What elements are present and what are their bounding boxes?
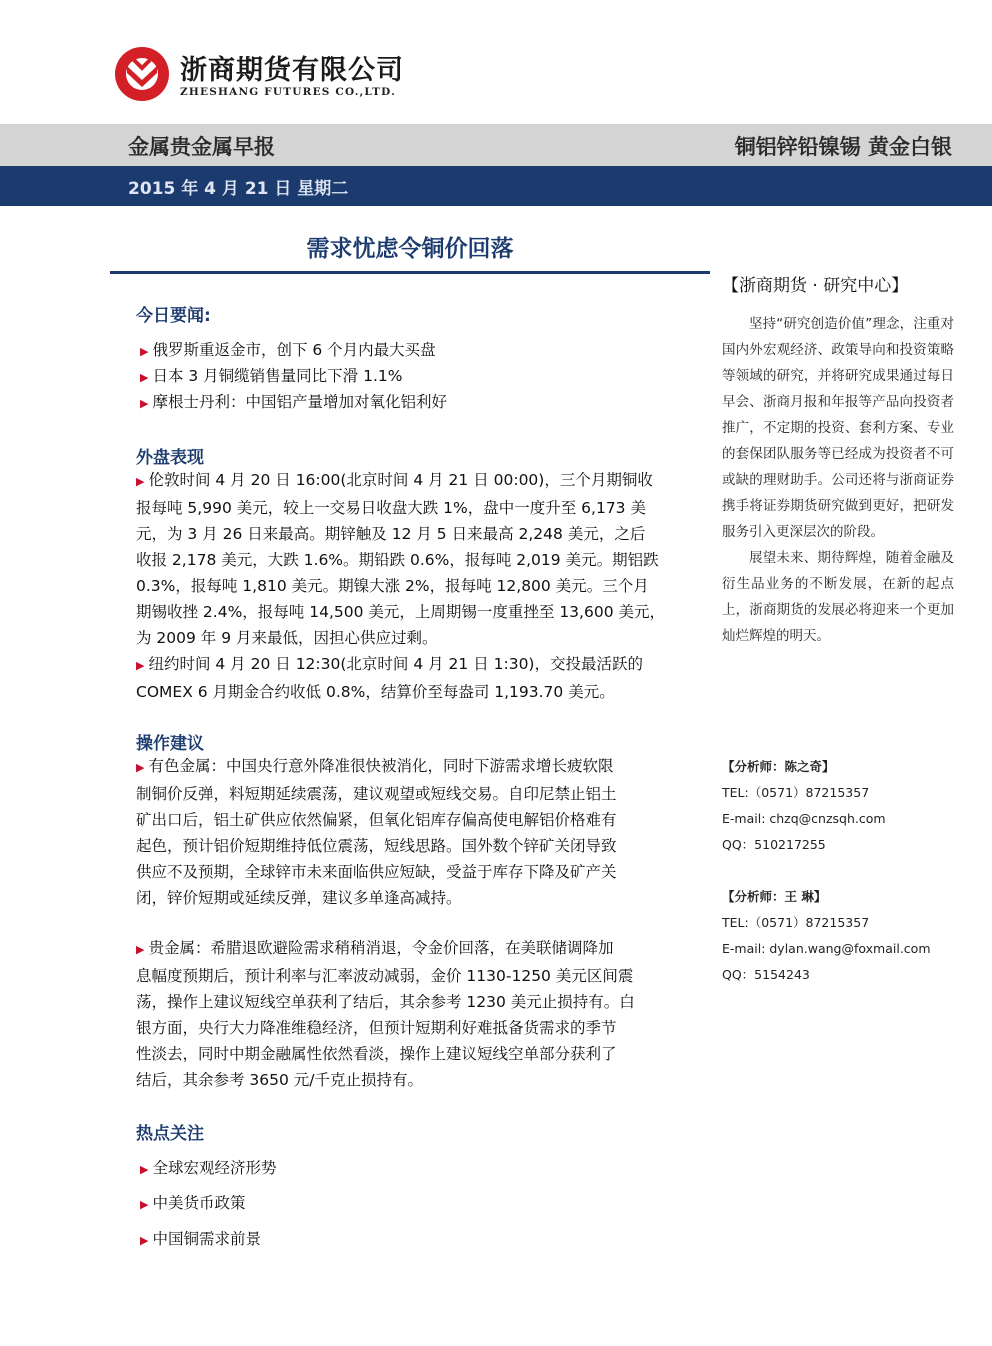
arrow-bullet-icon: ▶: [140, 345, 149, 358]
text-line: 0.3%，报每吨 1,810 美元。期镍大涨 2%，报每吨 12,800 美元。三个月: [136, 577, 649, 595]
headline: 需求忧虑令铜价回落: [306, 236, 514, 262]
advice-paragraph-precious-metals: [136, 935, 684, 1093]
headline-divider: [110, 271, 710, 274]
section-title-overseas: 外盘表现: [136, 448, 204, 468]
text-line: 矿出口后，铝土矿供应依然偏紧，但氧化铝库存偏高使电解铝价格难有: [136, 811, 617, 829]
metals-covered: 铜铝锌铅镍锡 黄金白银: [734, 135, 952, 159]
text-line: 期锡收挫 2.4%，报每吨 14,500 美元，上周期锡一度重挫至 13,600 美元，: [136, 603, 665, 621]
section-title-news: 今日要闻:: [136, 306, 211, 326]
hot-item: ▶ 全球宏观经济形势: [140, 1159, 277, 1177]
arrow-bullet-icon: ▶: [140, 1234, 149, 1247]
arrow-bullet-icon: ▶: [140, 371, 149, 384]
analyst-name: 【分析师：王 琳】: [722, 889, 827, 904]
company-name-en: ZHESHANG FUTURES CO.,LTD.: [180, 86, 396, 98]
zheshang-logo-icon: [114, 46, 170, 102]
hot-item: ▶ 中国铜需求前景: [140, 1230, 261, 1248]
text-line: 元，为 3 月 26 日来最高。期锌触及 12 月 5 日来最高 2,248 美元，之后: [136, 525, 646, 543]
analyst-qq: QQ：510217255: [722, 837, 826, 852]
section-title-advice: 操作建议: [136, 734, 204, 754]
advice-paragraph-base-metals: [136, 753, 684, 911]
report-type: 金属贵金属早报: [128, 135, 275, 159]
text-line: 性淡去，同时中期金融属性依然看淡，操作上建议短线空单部分获利了: [136, 1045, 617, 1063]
sidebar-paragraph: 坚持“研究创造价值”理念，注重对国内外宏观经济、政策导向和投资策略等领域的研究，并将研究成果通过每日早会、浙商月报和年报等产品向投资者推广，不定期的投资、套利方案、专业的套保团队服务等已经成为投资者不可或缺的理财助手。公司还将与浙商证券携手将证券期货研究做到更好，把研发服务引入更深层次的阶段。: [722, 316, 954, 540]
sidebar-paragraph: 展望未来、期待辉煌，随着金融及衍生品业务的不断发展，在新的起点上，浙商期货的发展必将迎来一个更加灿烂辉煌的明天。: [722, 550, 954, 644]
text-line: 荡，操作上建议短线空单获利了结后，其余参考 1230 美元止损持有。白: [136, 993, 635, 1011]
analyst-tel: TEL:（0571）87215357: [722, 785, 870, 800]
analyst-email: E-mail: chzq@cnzsqh.com: [722, 811, 886, 826]
news-item: ▶ 日本 3 月铜缆销售量同比下滑 1.1%: [140, 367, 403, 385]
text-line: 起色，预计铝价短期维持低位震荡，短线思路。国外数个锌矿关闭导致: [136, 837, 617, 855]
text-line: 为 2009 年 9 月来最低，因担心供应过剩。: [136, 629, 438, 647]
sidebar-intro: [722, 311, 954, 649]
text-line: 报每吨 5,990 美元，较上一交易日收盘大跌 1%，盘中一度升至 6,173 美: [136, 499, 646, 517]
arrow-bullet-icon: ▶: [140, 1163, 149, 1176]
analyst-email: E-mail: dylan.wang@foxmail.com: [722, 941, 931, 956]
arrow-bullet-icon: ▶: [140, 1198, 149, 1211]
arrow-bullet-icon: ▶: [136, 761, 145, 774]
sidebar-title: 【浙商期货 · 研究中心】: [722, 276, 909, 296]
text-line: ▶ 伦敦时间 4 月 20 日 16:00(北京时间 4 月 21 日 00:00)，三个月期铜收: [136, 471, 653, 489]
arrow-bullet-icon: ▶: [136, 943, 145, 956]
analyst-tel: TEL:（0571）87215357: [722, 915, 870, 930]
report-date: 2015 年 4 月 21 日 星期二: [128, 179, 349, 199]
hot-item: ▶ 中美货币政策: [140, 1194, 246, 1212]
text-line: ▶ 纽约时间 4 月 20 日 12:30(北京时间 4 月 21 日 1:30)，交投最活跃的: [136, 655, 643, 673]
text-line: ▶ 贵金属：希腊退欧避险需求稍稍消退，令金价回落，在美联储调降加: [136, 939, 614, 957]
text-line: ▶ 有色金属：中国央行意外降准很快被消化，同时下游需求增长疲软限: [136, 757, 614, 775]
report-type-band: [0, 124, 992, 166]
arrow-bullet-icon: ▶: [136, 659, 145, 672]
text-line: 闭，锌价短期或延续反弹，建议多单逢高减持。: [136, 889, 462, 907]
company-name-cn: 浙商期货有限公司: [180, 55, 404, 86]
text-line: COMEX 6 月期金合约收低 0.8%，结算价至每盎司 1,193.70 美元。: [136, 683, 615, 701]
date-band: [0, 166, 992, 206]
text-line: 收报 2,178 美元，大跌 1.6%。期铅跌 0.6%，报每吨 2,019 美元。期铝跌: [136, 551, 659, 569]
section-title-hot: 热点关注: [136, 1124, 204, 1144]
analyst-card: [722, 754, 954, 858]
analyst-card: [722, 884, 954, 988]
arrow-bullet-icon: ▶: [136, 475, 145, 488]
text-line: 制铜价反弹，料短期延续震荡，建议观望或短线交易。自印尼禁止铝土: [136, 785, 617, 803]
overseas-paragraph-lme: [136, 467, 684, 705]
text-line: 结后，其余参考 3650 元/千克止损持有。: [136, 1071, 424, 1089]
news-item: ▶ 俄罗斯重返金市，创下 6 个月内最大买盘: [140, 341, 436, 359]
text-line: 银方面，央行大力降准维稳经济，但预计短期利好难抵备货需求的季节: [136, 1019, 617, 1037]
analyst-qq: QQ：5154243: [722, 967, 810, 982]
arrow-bullet-icon: ▶: [140, 397, 149, 410]
text-line: 供应不及预期，全球锌市未来面临供应短缺，受益于库存下降及矿产关: [136, 863, 617, 881]
text-line: 息幅度预期后，预计利率与汇率波动减弱，金价 1130-1250 美元区间震: [136, 967, 634, 985]
analyst-name: 【分析师：陈之奇】: [722, 759, 835, 774]
news-item: ▶ 摩根士丹利：中国铝产量增加对氧化铝利好: [140, 393, 447, 411]
